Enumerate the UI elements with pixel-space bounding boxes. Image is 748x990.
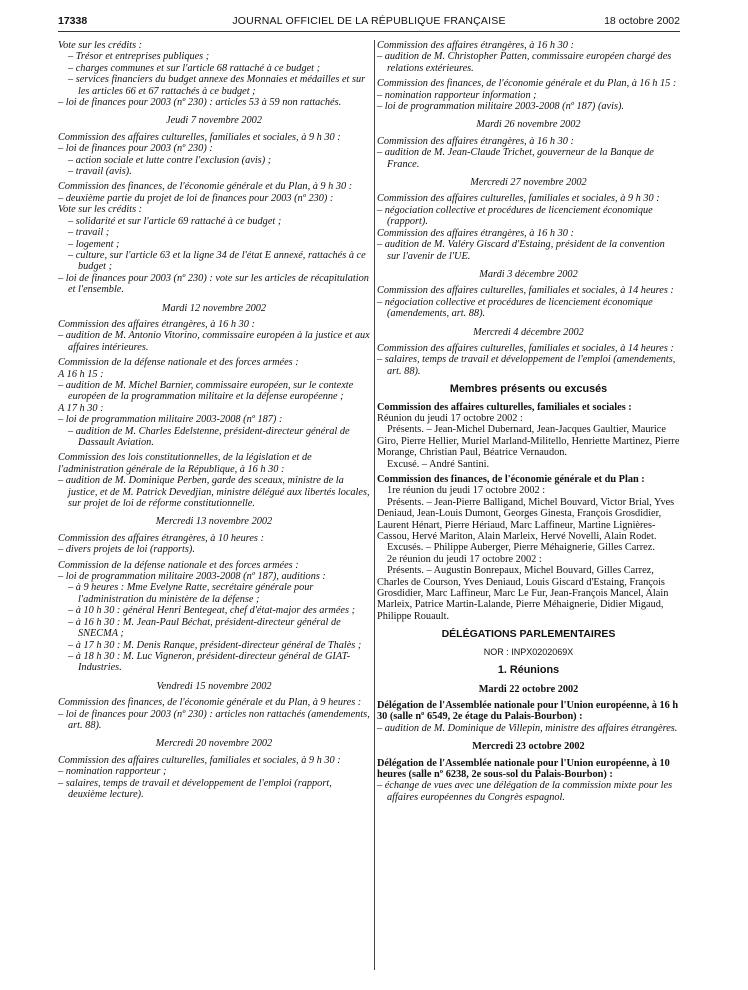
section-title: Membres présents ou excusés	[449, 383, 608, 396]
agenda-heading: Commission des affaires culturelles, familiales et sociales, à 14 heures :	[377, 342, 674, 354]
agenda-item: – négociation collective et procédures de licenciement économique (amendements, art. 88).	[377, 296, 653, 320]
agenda-heading: Commission des affaires étrangères, à 16 h 30 :	[377, 40, 574, 51]
date-heading: Mercredi 27 novembre 2002	[470, 177, 587, 189]
agenda-item: – loi de finances pour 2003 (nº 230) : vote sur les articles de récapitulation et l'ensemble.	[58, 272, 369, 296]
date-heading: Mercredi 13 novembre 2002	[155, 516, 273, 528]
agenda-heading: Commission de la défense nationale et des forces armées :	[58, 559, 299, 571]
committee-heading: Délégation de l'Assemblée nationale pour l'Union européenne, à 10 heures (salle nº 6238, 2e sous-sol du Palais-Bourbon) :	[377, 757, 670, 780]
date-heading: Mardi 3 décembre 2002	[479, 268, 578, 280]
left-column	[58, 40, 370, 800]
agenda-subitem: – action sociale et lutte contre l'exclusion (avis) ;	[68, 154, 272, 166]
attendance-paragraph: Excusés. – Philippe Auberger, Pierre Méhaignerie, Gilles Carrez.	[387, 542, 655, 554]
agenda-item: – négociation collective et procédures de licenciement économique (rapport).	[377, 204, 653, 228]
agenda-heading: A 16 h 15 :	[58, 368, 104, 380]
agenda-heading: Commission des finances, de l'économie générale et du Plan, à 16 h 15 :	[377, 78, 677, 90]
agenda-subitem: – Trésor et entreprises publiques ;	[68, 51, 210, 63]
agenda-subitem: – logement ;	[68, 238, 120, 250]
agenda-heading: Commission des lois constitutionnelles, de la législation et de l'administration générale de la République, à 16 h 30 :	[58, 452, 312, 475]
agenda-heading: Commission des affaires culturelles, familiales et sociales, à 9 h 30 :	[58, 131, 341, 143]
agenda-item: – nomination rapporteur ;	[58, 766, 167, 778]
date-heading: Jeudi 7 novembre 2002	[166, 115, 262, 127]
agenda-item: – loi de programmation militaire 2003-2008 (nº 187), auditions :	[58, 571, 326, 583]
meeting-line: Réunion du jeudi 17 octobre 2002 :	[377, 412, 523, 424]
section-title: 1. Réunions	[497, 664, 560, 677]
date-heading: Vendredi 15 novembre 2002	[156, 680, 272, 692]
agenda-heading: A 17 h 30 :	[58, 402, 104, 414]
agenda-item: – audition de M. Christopher Patten, commissaire européen chargé des relations extérieures.	[377, 51, 672, 74]
agenda-heading: Commission de la défense nationale et des forces armées :	[58, 357, 299, 369]
agenda-item: – audition de M. Antonio Vitorino, commissaire européen à la justice et aux affaires intérieures.	[58, 330, 370, 353]
agenda-heading: Commission des finances, de l'économie générale et du Plan, à 9 heures :	[58, 697, 362, 709]
date-heading: Mercredi 4 décembre 2002	[473, 326, 584, 338]
column-divider	[374, 40, 375, 970]
agenda-subitem: – à 18 h 30 : M. Luc Vigneron, président-directeur général de GIAT-Industries.	[68, 650, 351, 674]
agenda-subitem: – charges communes et sur l'article 68 rattaché à ce budget ;	[68, 62, 321, 74]
agenda-subitem: – audition de M. Charles Edelstenne, président-directeur général de Dassault Aviation.	[68, 425, 350, 448]
agenda-item: – salaires, temps de travail et développement de l'emploi (rapport, deuxième lecture).	[58, 777, 332, 800]
attendance-paragraph: Présents. – Jean-Pierre Balligand, Michel Bouvard, Victor Brial, Yves Deniaud, Jean-Louis Dumont, Georges Ginesta, François Grosdidier, Laurent Hénart, Pierre Hériaud, Marc Laffineur, Martine Lignières-Cassou, Hervé Mariton, Alain Marleix, Hervé Novelli, Alain Rodet.	[377, 496, 675, 543]
agenda-subitem: – travail ;	[68, 227, 110, 239]
attendance-paragraph: 1re réunion du jeudi 17 octobre 2002 :	[387, 485, 546, 497]
agenda-subitem: – à 17 h 30 : M. Denis Ranque, président-directeur général de Thalès ;	[68, 639, 362, 651]
date-heading: Mercredi 23 octobre 2002	[472, 741, 585, 753]
nor-reference: NOR : INPX0202069X	[483, 646, 574, 657]
attendance-paragraph: 2e réunion du jeudi 17 octobre 2002 :	[387, 553, 542, 565]
date-heading: Mardi 22 octobre 2002	[478, 683, 579, 695]
agenda-item: – loi de programmation militaire 2003-2008 (nº 187) :	[58, 414, 283, 426]
agenda-item: – loi de programmation militaire 2003-2008 (nº 187) (avis).	[377, 101, 624, 113]
committee-heading: Commission des affaires culturelles, familiales et sociales :	[377, 401, 632, 413]
date-heading: Mercredi 20 novembre 2002	[155, 738, 273, 750]
committee-heading: Délégation de l'Assemblée nationale pour l'Union européenne, à 16 h 30 (salle nº 6549, 2e étage du Palais-Bourbon) :	[377, 699, 679, 723]
committee-heading: Commission des finances, de l'économie générale et du Plan :	[377, 474, 645, 485]
agenda-item: – audition de M. Jean-Claude Trichet, gouverneur de la Banque de France.	[377, 147, 654, 170]
agenda-item: – deuxième partie du projet de loi de finances pour 2003 (nº 230) :	[58, 192, 334, 204]
date-heading: Mardi 12 novembre 2002	[161, 302, 267, 314]
agenda-subitem: – solidarité et sur l'article 69 rattaché à ce budget ;	[68, 215, 282, 227]
agenda-subitem: – culture, sur l'article 63 et la ligne 34 de l'état E annexé, rattachés à ce budget ;	[68, 249, 366, 273]
date-heading: Mardi 26 novembre 2002	[476, 119, 581, 131]
agenda-heading: Commission des affaires étrangères, à 16 h 30 :	[58, 318, 255, 330]
issue-date: 18 octobre 2002	[604, 15, 680, 27]
attendance-paragraph: Excusé. – André Santini.	[387, 458, 490, 470]
section-title: DÉLÉGATIONS PARLEMENTAIRES	[441, 628, 616, 641]
agenda-heading: Vote sur les crédits :	[58, 204, 143, 216]
agenda-item: – loi de finances pour 2003 (nº 230) :	[58, 143, 213, 155]
agenda-item: – loi de finances pour 2003 (nº 230) : articles non rattachés (amendements, art. 88).	[58, 708, 370, 731]
attendance-paragraph: Présents. – Jean-Michel Dubernard, Jean-Jacques Gaultier, Maurice Giro, Pierre Hellier, Muriel Marland-Militello, Henriette Martinez, Pierre Morange, Christian Paul, Béatrice Vernaudon.	[377, 424, 680, 459]
agenda-item: – échange de vues avec une délégation de la commission mixte pour les affaires européennes du Congrès espagnol.	[377, 780, 673, 803]
agenda-heading: Vote sur les crédits :	[58, 40, 143, 51]
agenda-item: – salaires, temps de travail et développement de l'emploi (amendements, art. 88).	[377, 354, 676, 377]
agenda-item: – audition de M. Michel Barnier, commissaire européen, sur le contexte européen de la programmation militaire et la défense européenne ;	[58, 379, 354, 403]
agenda-heading: Commission des finances, de l'économie générale et du Plan, à 9 h 30 :	[58, 181, 353, 193]
agenda-item: – divers projets de loi (rapports).	[58, 544, 195, 556]
attendance-paragraph: Présents. – Augustin Bonrepaux, Michel Bouvard, Gilles Carrez, Charles de Courson, Yves Deniaud, Louis Giscard d'Estaing, François Grosdidier, Marc Laffineur, Marc Le Fur, Jean-François Mancel, Alain Marleix, Patrice Martin-Lalande, Pierre Méhaignerie, Didier Migaud, Philippe Rouault.	[377, 565, 669, 622]
agenda-item: – loi de finances pour 2003 (nº 230) : articles 53 à 59 non rattachés.	[58, 97, 342, 109]
agenda-heading: Commission des affaires étrangères, à 16 h 30 :	[377, 227, 574, 239]
agenda-subitem: – à 10 h 30 : général Henri Bentegeat, chef d'état-major des armées ;	[68, 605, 356, 617]
agenda-item: – audition de M. Dominique Perben, garde des sceaux, ministre de la justice, et de M. Patrick Devedjian, ministre délégué aux libertés locales, sur projet de loi de réforme constitutionnelle.	[58, 475, 370, 510]
agenda-subitem: – services financiers du budget annexe des Monnaies et médailles et sur les articles 66 et 67 rattachés à ce budget ;	[68, 74, 366, 97]
agenda-item: – audition de M. Valéry Giscard d'Estaing, président de la convention sur l'avenir de l'UE.	[377, 239, 665, 262]
agenda-heading: Commission des affaires culturelles, familiales et sociales, à 9 h 30 :	[377, 193, 660, 205]
agenda-subitem: – travail (avis).	[68, 166, 132, 178]
journal-title: JOURNAL OFFICIEL DE LA RÉPUBLIQUE FRANÇAISE	[232, 15, 506, 27]
agenda-item: – audition de M. Dominique de Villepin, ministre des affaires étrangères.	[377, 722, 678, 734]
right-column	[377, 40, 680, 803]
agenda-subitem: – à 9 heures : Mme Evelyne Ratte, secrétaire générale pour l'administration du ministère de la défense ;	[68, 582, 314, 605]
page-header	[58, 15, 680, 32]
agenda-heading: Commission des affaires culturelles, familiales et sociales, à 14 heures :	[377, 285, 674, 297]
page-number: 17338	[58, 15, 88, 27]
agenda-heading: Commission des affaires étrangères, à 16 h 30 :	[377, 135, 574, 147]
agenda-item: – nomination rapporteur information ;	[377, 89, 537, 101]
agenda-subitem: – à 16 h 30 : M. Jean-Paul Béchat, président-directeur général de SNECMA ;	[68, 616, 341, 640]
agenda-heading: Commission des affaires étrangères, à 10 heures :	[58, 532, 264, 544]
agenda-heading: Commission des affaires culturelles, familiales et sociales, à 9 h 30 :	[58, 754, 341, 766]
